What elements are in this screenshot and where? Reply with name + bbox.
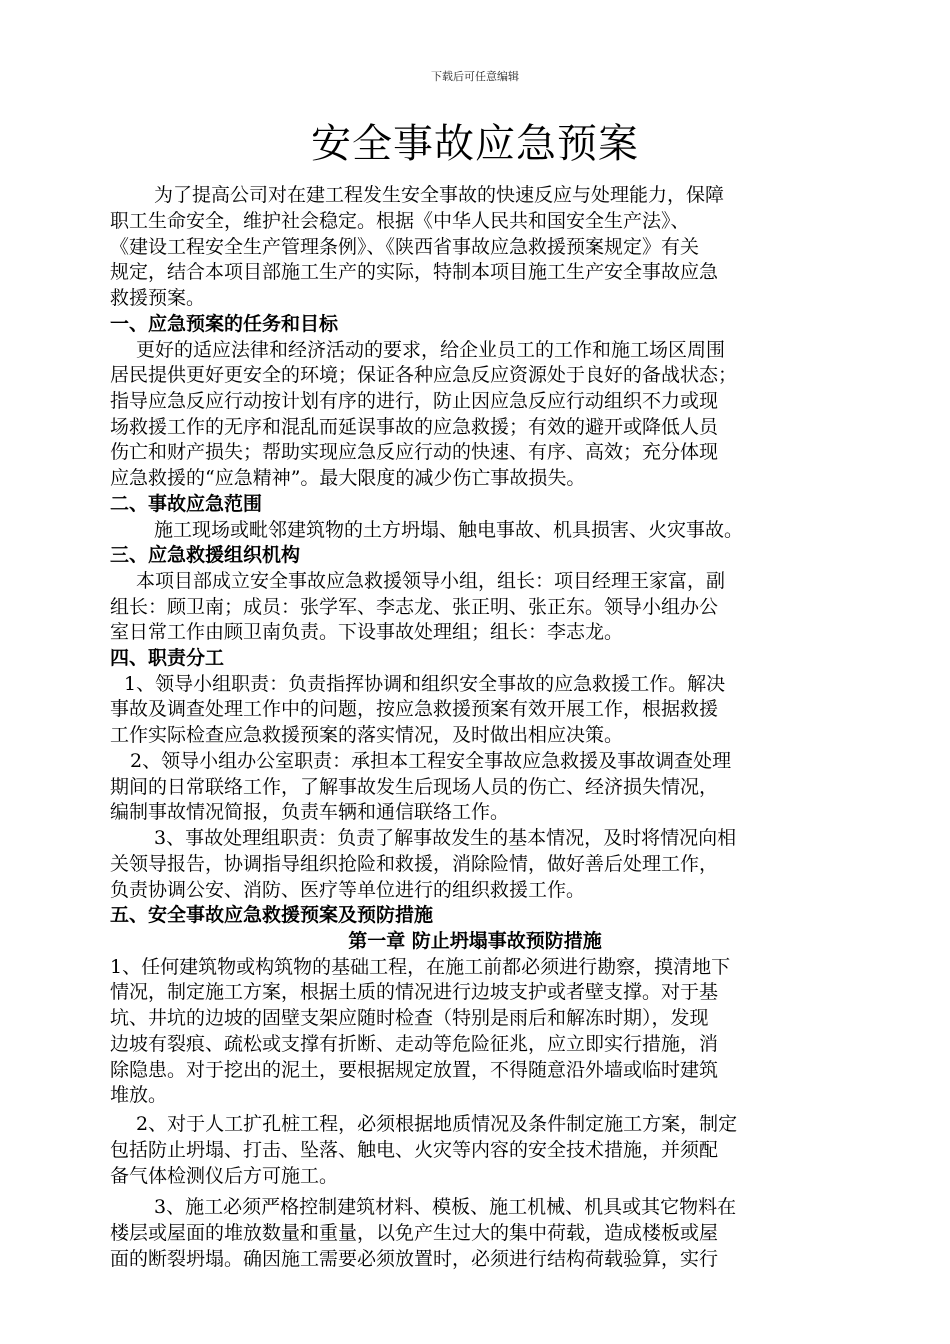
section-heading: 三、应急救援组织机构 <box>110 544 301 566</box>
paragraph-line: 应急救援的“应急精神”。最大限度的减少伤亡事故损失。 <box>110 467 586 489</box>
paragraph-line: 面的断裂坍塌。确因施工需要必须放置时，必须进行结构荷载验算，实行 <box>110 1248 719 1270</box>
section-heading: 四、职责分工 <box>110 647 225 669</box>
paragraph-line: 场救援工作的无序和混乱而延误事故的应急救援；有效的避开或降低人员 <box>110 416 719 438</box>
paragraph-line: 除隐患。对于挖出的泥土，要根据规定放置，不得随意沿外墙或临时建筑 <box>110 1059 719 1081</box>
paragraph-line: 负责协调公安、消防、医疗等单位进行的组织救援工作。 <box>110 879 586 901</box>
paragraph-line: 坑、井坑的边坡的固壁支架应随时检查（特别是雨后和解冻时期），发现 <box>110 1007 709 1029</box>
paragraph-line: 工作实际检查应急救援预案的落实情况，及时做出相应决策。 <box>110 724 624 746</box>
paragraph-line: 2、对于人工扩孔桩工程，必须根据地质情况及条件制定施工方案，制定 <box>136 1113 738 1135</box>
paragraph-line: 规定，结合本项目部施工生产的实际，特制本项目施工生产安全事故应急 <box>110 261 719 283</box>
paragraph-line: 3、事故处理组职责：负责了解事故发生的基本情况，及时将情况向相 <box>154 827 737 849</box>
paragraph-line: 3、施工必须严格控制建筑材料、模板、施工机械、机具或其它物料在 <box>154 1196 737 1218</box>
paragraph-line: 为了提高公司对在建工程发生安全事故的快速反应与处理能力，保障 <box>154 184 725 206</box>
paragraph-line: 更好的适应法律和经济活动的要求，给企业员工的工作和施工场区周围 <box>136 339 726 361</box>
paragraph-line: 伤亡和财产损失；帮助实现应急反应行动的快速、有序、高效；充分体现 <box>110 441 719 463</box>
section-heading: 五、安全事故应急救援预案及预防措施 <box>110 904 434 926</box>
paragraph-line: 楼层或屋面的堆放数量和重量，以免产生过大的集中荷载，造成楼板或屋 <box>110 1222 719 1244</box>
paragraph-line: 室日常工作由顾卫南负责。下设事故处理组；组长：李志龙。 <box>110 621 624 643</box>
paragraph-line: 备气体检测仪后方可施工。 <box>110 1165 339 1187</box>
paragraph-line: 事故及调查处理工作中的问题，按应急救援预案有效开展工作，根据救援 <box>110 698 719 720</box>
paragraph-line: 施工现场或毗邻建筑物的土方坍塌、触电事故、机具损害、火灾事故。 <box>154 519 744 541</box>
paragraph-line: 本项目部成立安全事故应急救援领导小组，组长：项目经理王家富，副 <box>136 570 726 592</box>
paragraph-line: 组长：顾卫南；成员：张学军、李志龙、张正明、张正东。领导小组办公 <box>110 596 719 618</box>
paragraph-line: 关领导报告，协调指导组织抢险和救援，消除险情，做好善后处理工作， <box>110 853 719 875</box>
paragraph-line: 包括防止坍塌、打击、坠落、触电、火灾等内容的安全技术措施，并须配 <box>110 1139 719 1161</box>
paragraph-line: 职工生命安全，维护社会稳定。根据《中华人民共和国安全生产法》、 <box>110 210 690 232</box>
paragraph-line: 1、领导小组职责：负责指挥协调和组织安全事故的应急救援工作。解决 <box>124 673 726 695</box>
section-heading: 二、事故应急范围 <box>110 493 263 515</box>
paragraph-line: 堆放。 <box>110 1084 168 1106</box>
paragraph-line: 指导应急反应行动按计划有序的进行，防止因应急反应行动组织不力或现 <box>110 390 719 412</box>
paragraph-line: 边坡有裂痕、疏松或支撑有折断、走动等危险征兆，应立即实行措施，消 <box>110 1033 719 1055</box>
chapter-heading: 第一章 防止坍塌事故预防措施 <box>348 930 602 952</box>
paragraph-line: 期间的日常联络工作，了解事故发生后现场人员的伤亡、经济损失情况， <box>110 776 719 798</box>
paragraph-line: 编制事故情况简报，负责车辆和通信联络工作。 <box>110 801 510 823</box>
paragraph-line: 2、领导小组办公室职责：承担本工程安全事故应急救援及事故调查处理 <box>130 750 732 772</box>
document-title: 安全事故应急预案 <box>311 121 639 167</box>
paragraph-line: 1、任何建筑物或构筑物的基础工程，在施工前都必须进行勘察，摸清地下 <box>110 956 731 978</box>
section-heading: 一、应急预案的任务和目标 <box>110 313 339 335</box>
page-header: 下载后可任意编辑 <box>431 70 519 83</box>
paragraph-line: 《建设工程安全生产管理条例》、《陕西省事故应急救援预案规定》有关 <box>110 236 700 258</box>
paragraph-line: 救援预案。 <box>110 287 206 309</box>
paragraph-line: 居民提供更好更安全的环境；保证各种应急反应资源处于良好的备战状态； <box>110 364 738 386</box>
paragraph-line: 情况，制定施工方案，根据土质的情况进行边坡支护或者壁支撑。对于基 <box>110 981 719 1003</box>
